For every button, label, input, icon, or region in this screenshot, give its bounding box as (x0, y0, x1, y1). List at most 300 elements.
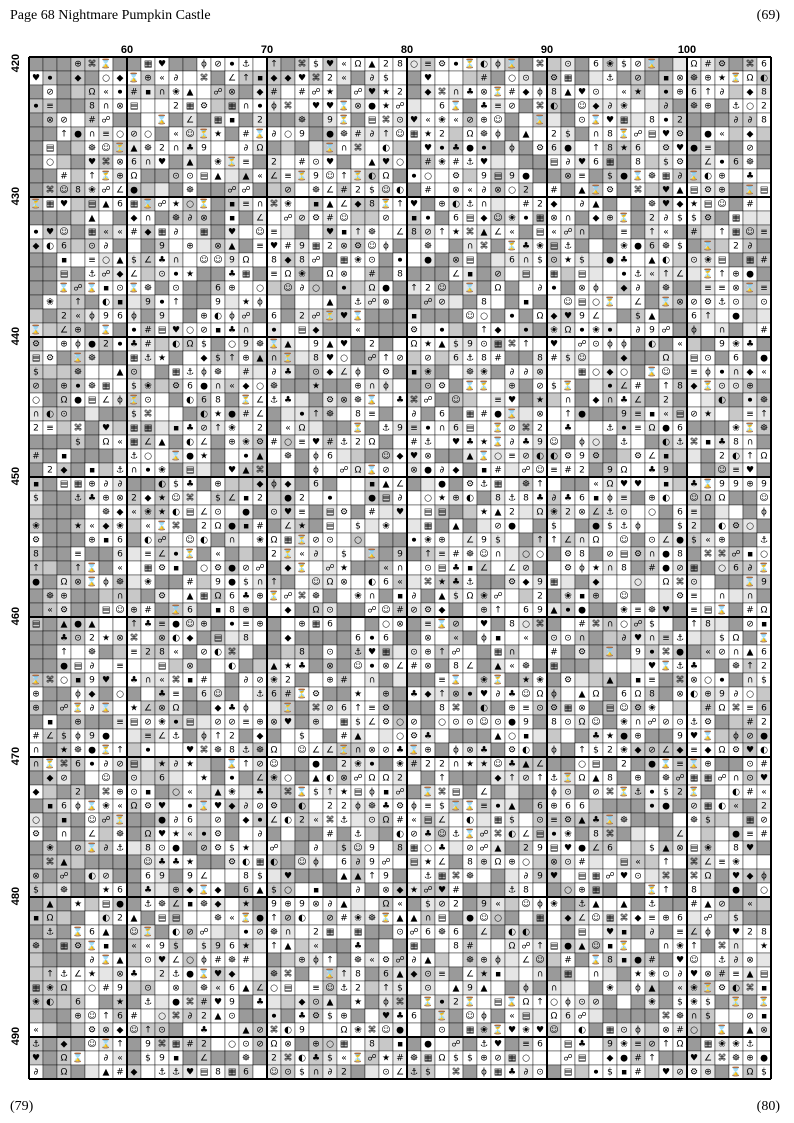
chart-symbol: ♣ (717, 437, 727, 448)
chart-cell (127, 827, 141, 841)
chart-cell (337, 519, 351, 533)
chart-symbol: ○ (508, 731, 516, 742)
chart-symbol: « (47, 605, 53, 616)
chart-cell (603, 435, 617, 449)
chart-cell (295, 197, 309, 211)
chart-symbol: 8 (229, 745, 235, 756)
chart-symbol: ⏳ (352, 171, 364, 182)
chart-symbol: ≡ (760, 227, 768, 238)
chart-cell (351, 505, 365, 519)
chart-symbol: ⏺ (649, 801, 655, 812)
chart-symbol: # (368, 507, 376, 518)
chart-symbol: ↑ (494, 605, 502, 616)
chart-cell (197, 491, 211, 505)
chart-cell (29, 211, 43, 225)
chart-cell (393, 239, 407, 253)
chart-symbol: ⏳ (618, 129, 630, 140)
chart-symbol: ☍ (325, 563, 335, 574)
chart-symbol: ∠ (437, 815, 447, 826)
chart-cell (561, 477, 575, 491)
chart-symbol: ☺ (619, 703, 629, 714)
chart-symbol: « (159, 675, 165, 686)
chart-cell (127, 575, 141, 589)
chart-symbol: ↑ (88, 171, 96, 182)
chart-symbol: ⚙ (213, 563, 223, 574)
chart-symbol: ⊗ (578, 283, 586, 294)
chart-symbol: ⚙ (143, 801, 153, 812)
chart-symbol: « (341, 73, 347, 84)
chart-symbol: ↑ (746, 451, 754, 462)
chart-cell (323, 729, 337, 743)
chart-symbol: ◆ (32, 787, 40, 798)
chart-symbol: ∠ (87, 829, 97, 840)
chart-symbol: ○ (340, 353, 348, 364)
chart-symbol: ⊕ (424, 647, 432, 658)
chart-symbol: ○ (116, 689, 124, 700)
chart-symbol: ∠ (479, 787, 489, 798)
chart-symbol: ☸ (297, 115, 307, 126)
chart-symbol: ▲ (578, 689, 586, 700)
chart-symbol: ♥ (745, 465, 755, 476)
chart-cell (253, 253, 267, 267)
chart-cell (351, 575, 365, 589)
chart-symbol: $ (215, 493, 221, 504)
chart-symbol: « (103, 87, 109, 98)
chart-symbol: ◐ (466, 815, 474, 826)
chart-cell (141, 99, 155, 113)
chart-symbol: 6 (677, 507, 683, 518)
chart-cell (85, 323, 99, 337)
chart-symbol: ≡ (130, 647, 138, 658)
chart-symbol: ⚙ (703, 213, 713, 224)
chart-symbol: ↑ (382, 353, 390, 364)
chart-cell (267, 407, 281, 421)
chart-symbol: ☺ (549, 437, 559, 448)
chart-symbol: ▤ (199, 171, 209, 182)
chart-symbol: « (649, 269, 655, 280)
chart-symbol: 8 (215, 395, 221, 406)
chart-symbol: ɸ (383, 381, 389, 392)
chart-cell (519, 379, 533, 393)
chart-symbol: ⊘ (326, 703, 334, 714)
chart-cell (393, 71, 407, 85)
chart-symbol: ↑ (564, 409, 572, 420)
chart-symbol: ∠ (227, 73, 237, 84)
chart-cell (743, 631, 757, 645)
chart-cell (505, 155, 519, 169)
chart-symbol: ɸ (89, 311, 95, 322)
chart-symbol: ☍ (493, 591, 503, 602)
chart-symbol: ▦ (619, 115, 629, 126)
chart-symbol: ⏺ (425, 423, 431, 434)
chart-symbol: ⊗ (480, 87, 488, 98)
chart-symbol: ≡ (620, 227, 628, 238)
chart-symbol: Ω (760, 451, 768, 462)
chart-symbol: ☍ (367, 353, 377, 364)
chart-symbol: ☺ (297, 745, 307, 756)
chart-symbol: ☺ (185, 129, 195, 140)
chart-symbol: ♥ (87, 157, 97, 168)
chart-cell (631, 589, 645, 603)
chart-cell (225, 477, 239, 491)
chart-symbol: ★ (171, 829, 181, 840)
chart-symbol: ∠ (703, 157, 713, 168)
chart-symbol: ❀ (704, 255, 712, 266)
chart-cell (351, 337, 365, 351)
chart-symbol: ⊗ (340, 269, 348, 280)
chart-symbol: 9 (649, 325, 655, 336)
chart-symbol: ★ (213, 409, 223, 420)
chart-cell (407, 141, 421, 155)
chart-cell (169, 659, 183, 673)
chart-symbol: 8 (551, 87, 557, 98)
chart-symbol: ⊘ (676, 563, 684, 574)
chart-cell (673, 99, 687, 113)
chart-symbol: ⏳ (100, 745, 112, 756)
chart-symbol: ▤ (129, 759, 139, 770)
chart-cell (127, 729, 141, 743)
chart-cell (127, 813, 141, 827)
chart-symbol: ⊕ (200, 311, 208, 322)
chart-symbol: ⏳ (198, 199, 210, 210)
chart-symbol: ◐ (480, 703, 488, 714)
chart-symbol: ▲ (354, 731, 362, 742)
chart-symbol: ∩ (60, 829, 68, 840)
chart-symbol: ▦ (311, 241, 321, 252)
chart-cell (659, 827, 673, 841)
chart-symbol: 8 (299, 255, 305, 266)
chart-symbol: ⊙ (424, 563, 432, 574)
chart-symbol: ● (662, 563, 670, 574)
chart-cell (253, 365, 267, 379)
chart-cell (575, 379, 589, 393)
chart-cell (505, 589, 519, 603)
chart-cell (197, 267, 211, 281)
chart-symbol: 9 (733, 479, 739, 490)
chart-symbol: ☸ (143, 283, 153, 294)
chart-symbol: ◆ (130, 213, 138, 224)
chart-symbol: ⊙ (158, 269, 166, 280)
chart-cell (211, 99, 225, 113)
chart-symbol: ★ (717, 73, 727, 84)
chart-symbol: ▪ (60, 255, 68, 266)
chart-symbol: ○ (592, 367, 600, 378)
chart-symbol: ⚓ (465, 577, 475, 588)
chart-cell (673, 603, 687, 617)
chart-symbol: ⊕ (718, 185, 726, 196)
chart-cell (57, 547, 71, 561)
chart-cell (225, 631, 239, 645)
chart-symbol: ▦ (731, 213, 741, 224)
chart-symbol: ⊙ (88, 241, 96, 252)
chart-symbol: # (270, 437, 278, 448)
chart-cell (715, 407, 729, 421)
chart-symbol: ⚙ (703, 185, 713, 196)
chart-cell (449, 323, 463, 337)
chart-cell (43, 393, 57, 407)
chart-cell (617, 71, 631, 85)
chart-symbol: ∩ (606, 395, 614, 406)
chart-cell (379, 757, 393, 771)
chart-cell (309, 659, 323, 673)
chart-cell (603, 799, 617, 813)
chart-symbol: ○ (578, 759, 586, 770)
chart-symbol: 6 (341, 703, 347, 714)
chart-symbol: ♣ (479, 745, 489, 756)
chart-symbol: ⌛ (254, 129, 266, 140)
chart-cell (407, 561, 421, 575)
chart-symbol: ⚙ (605, 185, 615, 196)
chart-symbol: ⏺ (719, 675, 725, 686)
chart-symbol: ⊗ (46, 115, 54, 126)
chart-symbol: ≡ (690, 367, 698, 378)
chart-symbol: ♥ (325, 157, 335, 168)
chart-symbol: ≡ (270, 269, 278, 280)
chart-cell (141, 183, 155, 197)
chart-symbol: 2 (523, 185, 529, 196)
chart-symbol: ɸ (411, 801, 417, 812)
chart-cell (491, 309, 505, 323)
chart-cell (267, 617, 281, 631)
chart-symbol: ▦ (213, 115, 223, 126)
chart-symbol: ● (606, 255, 614, 266)
chart-symbol: # (270, 87, 278, 98)
chart-cell (43, 631, 57, 645)
chart-symbol: ☍ (395, 787, 405, 798)
chart-cell (43, 169, 57, 183)
chart-symbol: 6 (313, 479, 319, 490)
chart-cell (113, 673, 127, 687)
chart-symbol: ★ (437, 493, 447, 504)
chart-cell (57, 365, 71, 379)
chart-symbol: 2 (439, 759, 445, 770)
column-number: 100 (677, 44, 697, 56)
chart-symbol: # (550, 185, 558, 196)
chart-cell (533, 715, 547, 729)
chart-symbol: $ (173, 479, 179, 490)
chart-symbol: ⏳ (688, 787, 700, 798)
chart-symbol: ∠ (185, 115, 195, 126)
chart-cell (645, 393, 659, 407)
chart-symbol: ☺ (577, 101, 587, 112)
chart-symbol: ▤ (31, 619, 41, 630)
chart-symbol: ⌘ (521, 423, 531, 434)
chart-symbol: ▲ (186, 157, 194, 168)
chart-symbol: ◆ (606, 367, 614, 378)
chart-symbol: ❀ (172, 87, 180, 98)
chart-cell (281, 729, 295, 743)
chart-symbol: 6 (733, 157, 739, 168)
chart-cell (379, 533, 393, 547)
chart-symbol: ▤ (759, 185, 769, 196)
chart-symbol: ⌛ (590, 115, 602, 126)
chart-symbol: ↑ (536, 773, 544, 784)
chart-symbol: ▲ (382, 479, 390, 490)
chart-cell (99, 659, 113, 673)
chart-cell (393, 645, 407, 659)
chart-symbol: ○ (438, 717, 446, 728)
chart-symbol: 8 (89, 101, 95, 112)
chart-cell (295, 449, 309, 463)
chart-symbol: Ω (312, 605, 320, 616)
chart-symbol: 6 (187, 815, 193, 826)
chart-cell (253, 183, 267, 197)
chart-symbol: ⚙ (409, 731, 419, 742)
chart-cell (57, 687, 71, 701)
chart-symbol: ☸ (339, 129, 349, 140)
chart-cell (561, 687, 575, 701)
chart-symbol: ☺ (717, 199, 727, 210)
chart-symbol: # (746, 717, 754, 728)
chart-symbol: ★ (185, 759, 195, 770)
chart-symbol: ∂ (411, 409, 417, 420)
chart-symbol: ⊗ (410, 465, 418, 476)
chart-symbol: ⌘ (143, 409, 153, 420)
chart-symbol: ⊘ (228, 717, 236, 728)
chart-cell (505, 197, 519, 211)
chart-symbol: ⊕ (634, 731, 642, 742)
chart-cell (309, 673, 323, 687)
chart-symbol: ☍ (101, 115, 111, 126)
chart-symbol: ▤ (423, 507, 433, 518)
chart-symbol: # (32, 731, 40, 742)
chart-symbol: ⌘ (199, 73, 209, 84)
chart-symbol: 2 (285, 675, 291, 686)
page-reference-top: (69) (756, 8, 780, 23)
chart-symbol: ▦ (745, 255, 755, 266)
chart-cell (505, 533, 519, 547)
chart-symbol: $ (663, 157, 669, 168)
chart-symbol: 2 (621, 759, 627, 770)
chart-symbol: ⌘ (353, 143, 363, 154)
chart-cell (757, 141, 771, 155)
chart-symbol: ≡ (424, 59, 432, 70)
chart-cell (197, 295, 211, 309)
chart-cell (505, 631, 519, 645)
chart-symbol: ↑ (592, 143, 600, 154)
chart-cell (323, 463, 337, 477)
chart-symbol: ∩ (480, 199, 488, 210)
chart-symbol: ⚙ (437, 381, 447, 392)
chart-symbol: # (760, 829, 768, 840)
chart-cell (533, 267, 547, 281)
chart-symbol: ▲ (326, 199, 334, 210)
chart-cell (519, 519, 533, 533)
chart-symbol: ⏺ (411, 171, 417, 182)
chart-cell (463, 729, 477, 743)
chart-symbol: ▦ (493, 479, 503, 490)
chart-symbol: $ (131, 255, 137, 266)
chart-cell (575, 673, 589, 687)
chart-symbol: ⊙ (732, 381, 740, 392)
chart-symbol: ▤ (549, 157, 559, 168)
chart-symbol: ∠ (521, 829, 531, 840)
chart-symbol: ❀ (438, 115, 446, 126)
chart-cell (407, 771, 421, 785)
chart-cell (183, 771, 197, 785)
chart-symbol: ∠ (115, 185, 125, 196)
chart-symbol: ▤ (101, 605, 111, 616)
chart-symbol: ⚙ (633, 703, 643, 714)
chart-symbol: ɸ (229, 311, 235, 322)
chart-symbol: ∠ (325, 745, 335, 756)
chart-symbol: ↑ (74, 297, 82, 308)
chart-symbol: ⌘ (381, 115, 391, 126)
chart-symbol: ⚓ (269, 395, 279, 406)
chart-cell (701, 323, 715, 337)
chart-symbol: ⚓ (255, 689, 265, 700)
chart-symbol: ☍ (101, 185, 111, 196)
chart-symbol: ɸ (271, 479, 277, 490)
chart-cell (715, 659, 729, 673)
chart-symbol: $ (635, 311, 641, 322)
chart-symbol: ♣ (227, 325, 237, 336)
chart-cell (491, 71, 505, 85)
chart-cell (29, 295, 43, 309)
chart-symbol: ⚓ (87, 269, 97, 280)
chart-symbol: Ω (214, 521, 222, 532)
chart-cell (281, 309, 295, 323)
chart-cell (449, 771, 463, 785)
chart-cell (29, 169, 43, 183)
chart-cell (351, 71, 365, 85)
chart-symbol: 2 (397, 87, 403, 98)
chart-cell (71, 225, 85, 239)
chart-symbol: Ω (242, 255, 250, 266)
chart-symbol: ≡ (718, 283, 726, 294)
chart-cell (659, 57, 673, 71)
chart-cell (393, 295, 407, 309)
chart-cell (71, 113, 85, 127)
chart-symbol: ★ (213, 129, 223, 140)
chart-symbol: ☸ (731, 661, 741, 672)
chart-symbol: ♣ (451, 577, 461, 588)
chart-symbol: ◆ (354, 199, 362, 210)
chart-symbol: ♣ (185, 423, 195, 434)
chart-symbol: 6 (593, 157, 599, 168)
chart-cell (267, 785, 281, 799)
chart-symbol: ◆ (746, 87, 754, 98)
chart-cell (211, 225, 225, 239)
chart-symbol: ⊘ (410, 717, 418, 728)
chart-symbol: ▲ (326, 297, 334, 308)
chart-symbol: ∂ (103, 241, 109, 252)
chart-cell (57, 295, 71, 309)
chart-symbol: Ω (606, 479, 614, 490)
chart-symbol: $ (719, 633, 725, 644)
chart-cell (519, 113, 533, 127)
chart-symbol: ⊕ (438, 535, 446, 546)
chart-symbol: ⏳ (604, 297, 616, 308)
chart-symbol: ⚓ (451, 829, 461, 840)
chart-symbol: 9 (159, 311, 165, 322)
chart-cell (155, 449, 169, 463)
chart-symbol: ⌛ (30, 325, 42, 336)
chart-symbol: ☸ (255, 339, 265, 350)
chart-symbol: ○ (410, 59, 418, 70)
chart-cell (673, 491, 687, 505)
chart-symbol: Ω (298, 423, 306, 434)
chart-cell (617, 155, 631, 169)
chart-symbol: ⊗ (676, 73, 684, 84)
row-number: 430 (10, 186, 22, 206)
chart-symbol: ♥ (479, 157, 489, 168)
chart-symbol: ♥ (325, 101, 335, 112)
chart-symbol: ≡ (480, 801, 488, 812)
chart-symbol: ⌛ (464, 381, 476, 392)
chart-cell (687, 337, 701, 351)
chart-cell (43, 519, 57, 533)
